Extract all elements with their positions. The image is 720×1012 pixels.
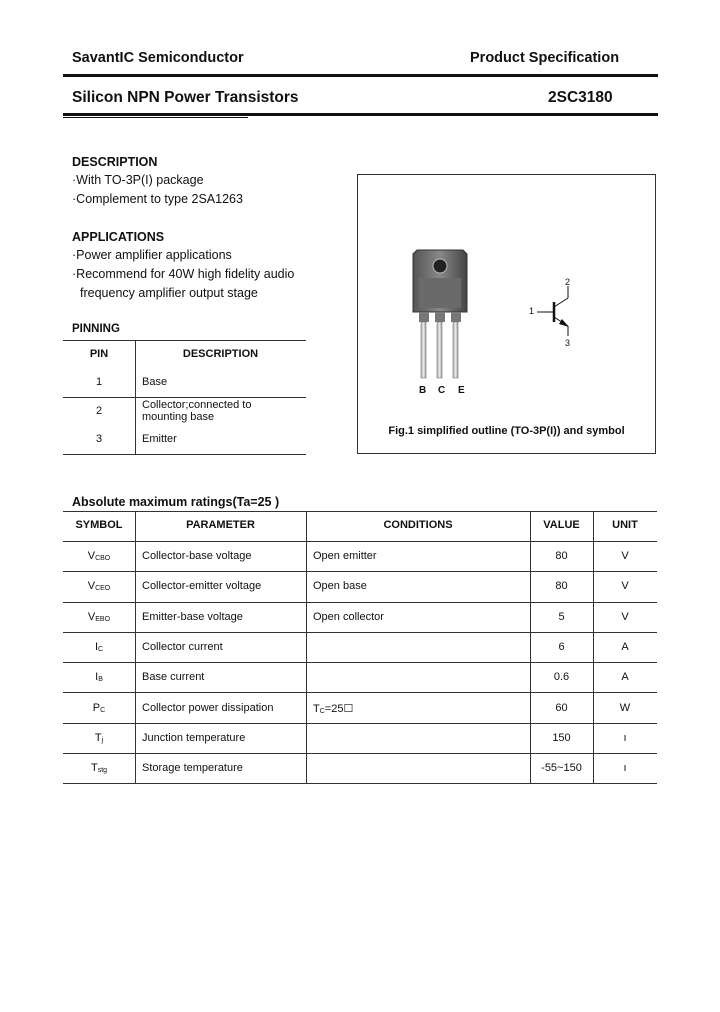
figure-caption: Fig.1 simplified outline (TO-3P(I)) and symbol <box>388 425 625 437</box>
rating-symbol: $I_C$ <box>94 641 104 653</box>
applications-title: APPLICATIONS <box>72 230 165 244</box>
symbol-pin-1: 1 <box>529 306 535 316</box>
lead-label-base: B <box>419 385 427 396</box>
rating-unit: A <box>621 671 629 683</box>
applications-item: ·Recommend for 40W high fidelity audio <box>72 267 295 281</box>
ratings-header-unit: UNIT <box>612 519 638 531</box>
rating-unit: V <box>621 550 629 562</box>
rating-parameter: Base current <box>142 671 205 683</box>
lead-label-collector: C <box>438 385 446 396</box>
rating-value: 150 <box>552 732 571 744</box>
ratings-header-parameter: PARAMETER <box>186 519 255 531</box>
pinning-header-description: DESCRIPTION <box>182 348 259 360</box>
rating-value: 60 <box>555 702 568 714</box>
rating-symbol: $T_{stg}$ <box>90 762 108 774</box>
lead-label-emitter: E <box>458 385 465 396</box>
description-title: DESCRIPTION <box>72 155 158 169</box>
rating-unit: ı <box>623 762 627 774</box>
applications-item: ·Power amplifier applications <box>72 248 232 262</box>
rating-symbol: $I_B$ <box>95 671 103 683</box>
rating-unit: A <box>621 641 629 653</box>
rating-condition: Open collector <box>313 611 384 623</box>
rating-condition: Open base <box>313 580 367 592</box>
header-rule-bottom <box>63 113 658 116</box>
rating-symbol: $V_{CBO}$ <box>87 550 111 562</box>
pinning-title: PINNING <box>72 323 120 335</box>
rating-unit: W <box>619 702 631 714</box>
rating-parameter: Collector current <box>142 641 223 653</box>
rating-unit: V <box>621 580 629 592</box>
transistor-package-drawing <box>357 174 656 454</box>
product-line: Silicon NPN Power Transistors <box>72 89 299 106</box>
rating-value: 80 <box>555 580 568 592</box>
doc-type: Product Specification <box>470 50 620 66</box>
rating-condition: $T_C=25☐$ <box>313 703 354 715</box>
description-item: ·Complement to type 2SA1263 <box>72 192 243 206</box>
applications-item: frequency amplifier output stage <box>80 286 258 300</box>
pin-description: Emitter <box>142 433 177 445</box>
header-rule-top <box>63 74 658 77</box>
company-name: SavantIC Semiconductor <box>72 50 244 66</box>
ratings-header-symbol: SYMBOL <box>75 519 123 531</box>
pin-number: 3 <box>95 433 103 445</box>
description-item: ·With TO-3P(I) package <box>72 173 204 187</box>
rating-parameter: Emitter-base voltage <box>142 611 243 623</box>
ratings-header-conditions: CONDITIONS <box>383 519 453 531</box>
pinning-header-pin: PIN <box>89 348 109 360</box>
rating-symbol: $V_{CEO}$ <box>87 580 111 592</box>
rating-parameter: Storage temperature <box>142 762 243 774</box>
header-underline <box>63 117 248 118</box>
rating-value: -55~150 <box>541 762 582 774</box>
rating-value: 0.6 <box>553 671 570 683</box>
rating-symbol: $V_{EBO}$ <box>87 611 111 623</box>
rating-value: 6 <box>558 641 565 653</box>
rating-parameter: Collector power dissipation <box>142 702 274 714</box>
pin-number: 2 <box>95 405 103 417</box>
part-number: 2SC3180 <box>548 89 613 106</box>
symbol-pin-2: 2 <box>565 277 571 287</box>
rating-unit: ı <box>623 732 627 744</box>
rating-parameter: Collector-emitter voltage <box>142 580 262 592</box>
pin-description: Collector;connected to <box>142 399 252 411</box>
pin-description-cont: mounting base <box>142 411 215 423</box>
symbol-pin-3: 3 <box>565 338 571 348</box>
rating-condition: Open emitter <box>313 550 377 562</box>
rating-unit: V <box>621 611 629 623</box>
rating-parameter: Collector-base voltage <box>142 550 252 562</box>
rating-value: 5 <box>558 611 565 623</box>
rating-value: 80 <box>555 550 568 562</box>
ratings-header-value: VALUE <box>543 519 580 531</box>
pin-description: Base <box>142 376 168 388</box>
rating-symbol: $P_C$ <box>92 702 106 714</box>
rating-parameter: Junction temperature <box>142 732 246 744</box>
pin-number: 1 <box>95 376 103 388</box>
ratings-title: Absolute maximum ratings(Ta=25 ) <box>72 495 280 509</box>
rating-symbol: $T_j$ <box>94 732 104 744</box>
